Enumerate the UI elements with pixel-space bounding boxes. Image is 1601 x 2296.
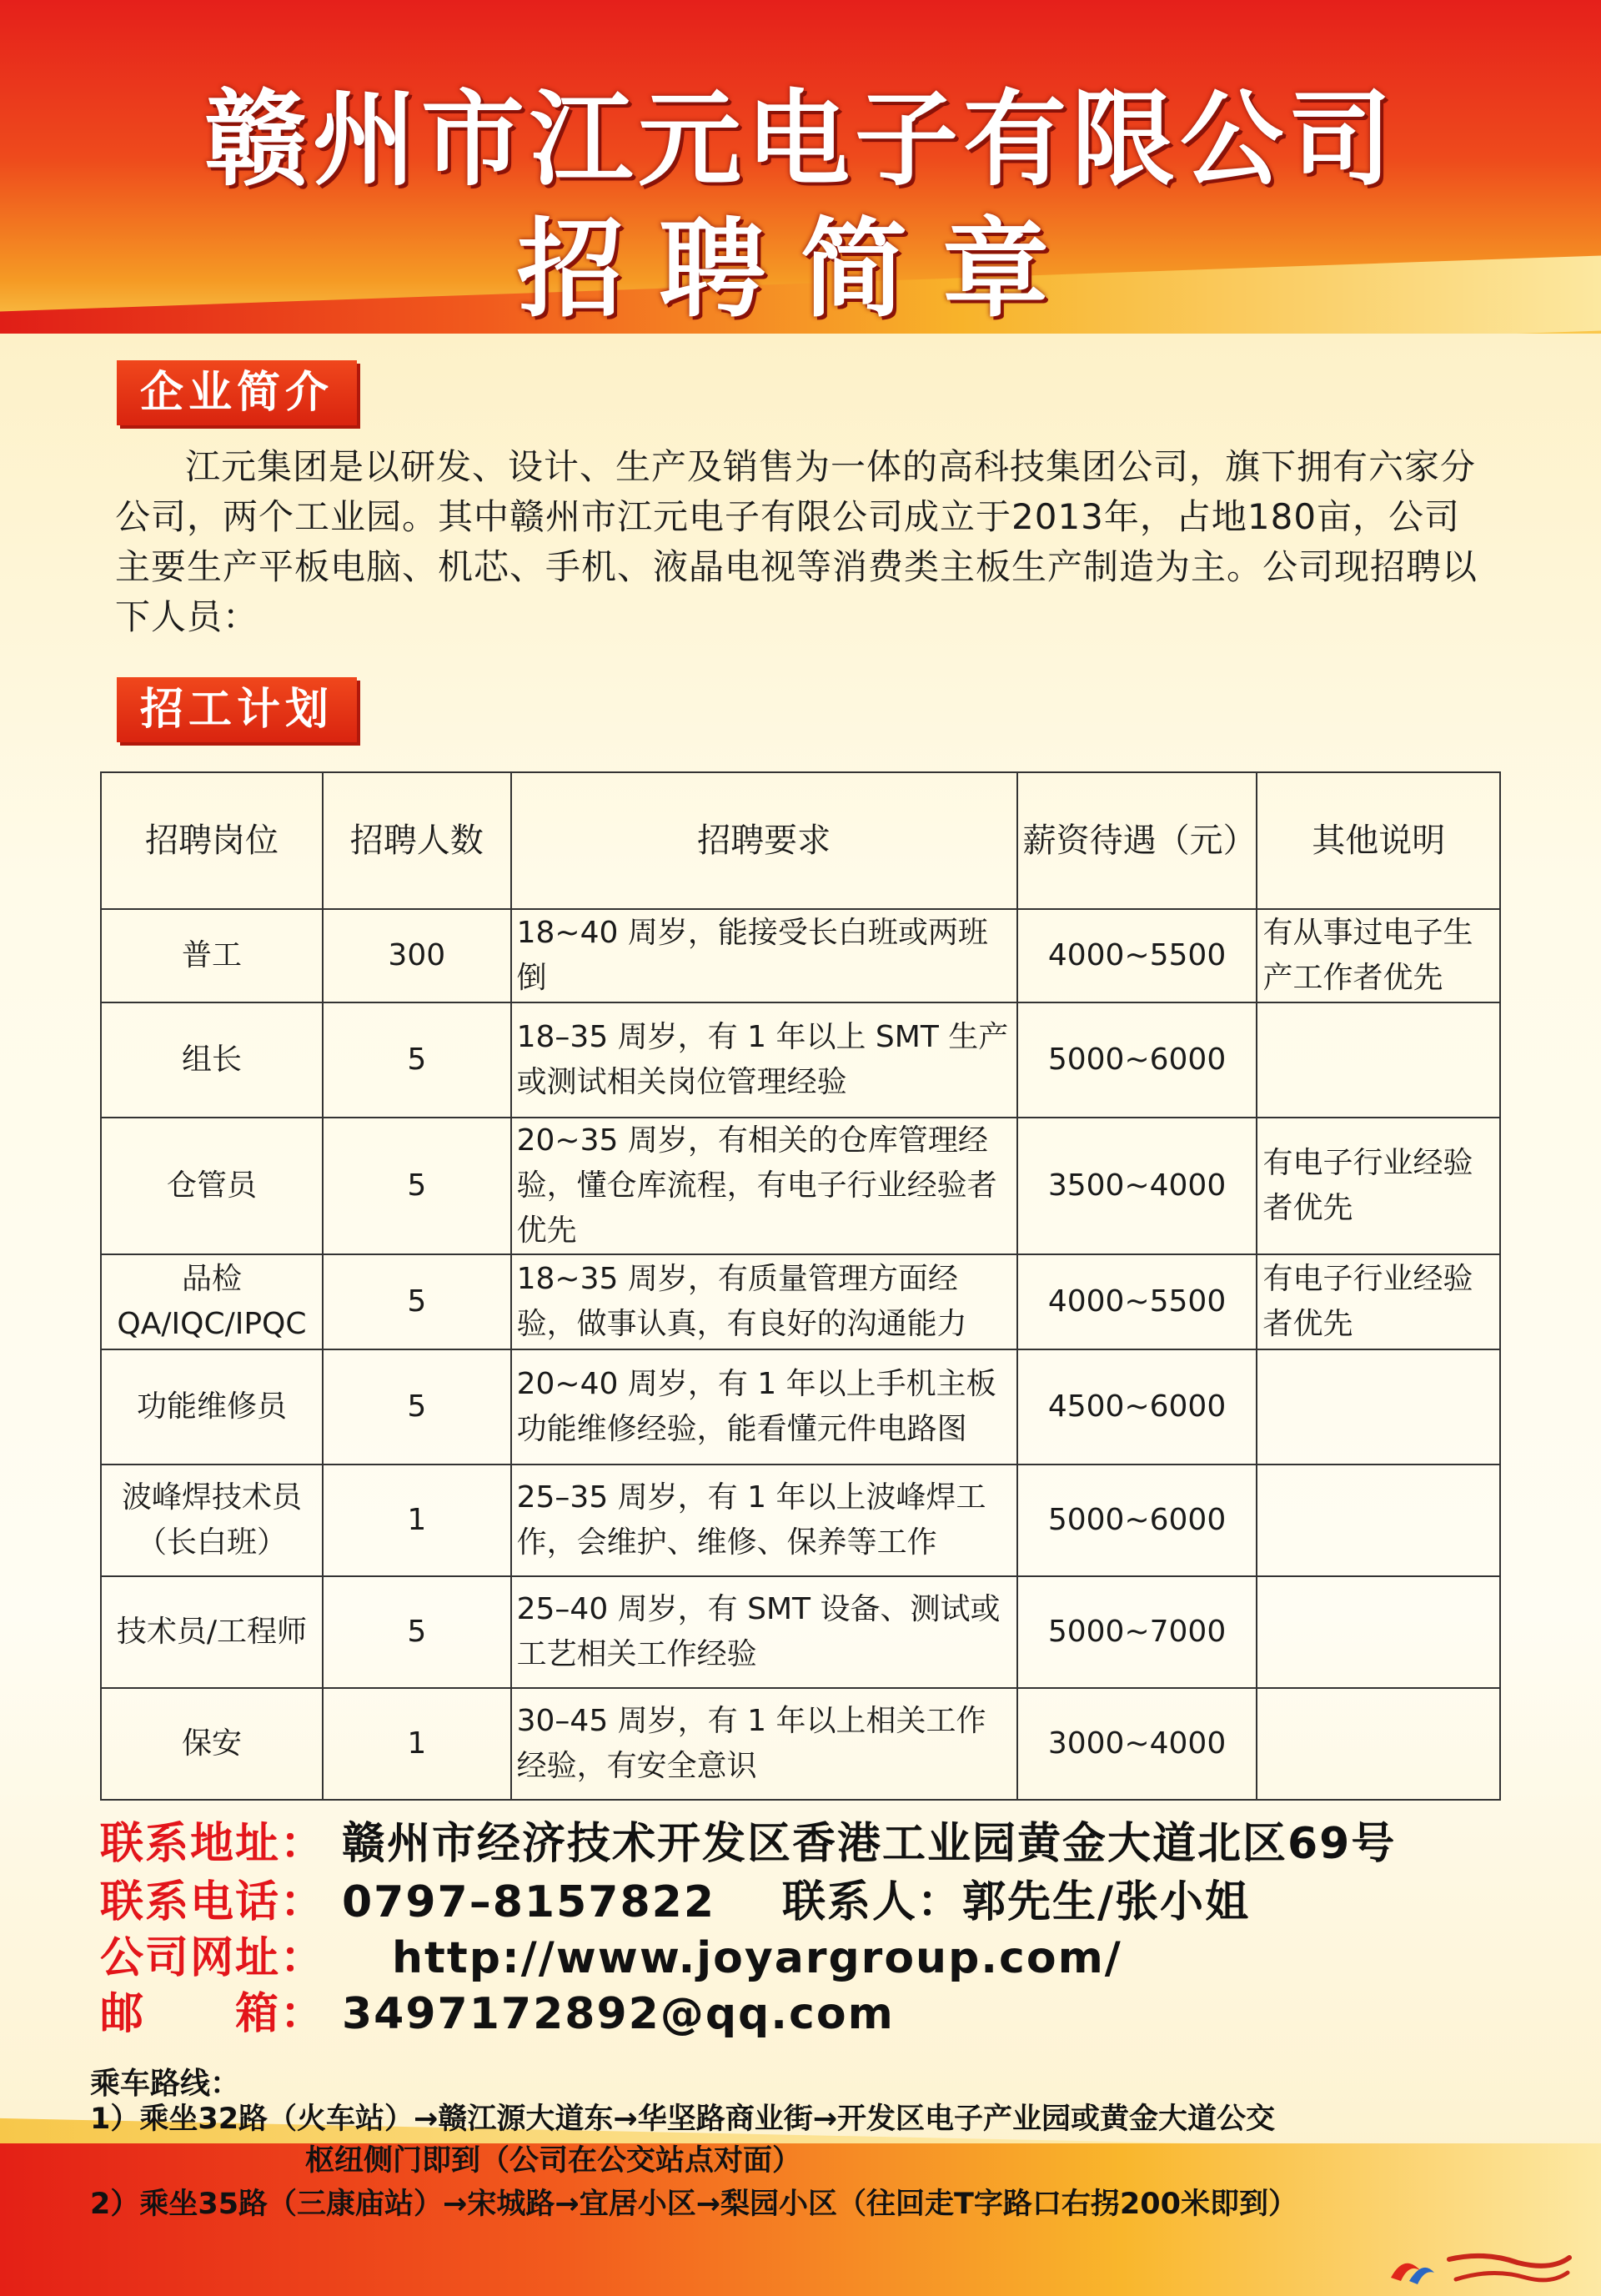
intro-heading: 企业简介 [117,360,357,425]
recruitment-title: 招聘简章 [516,208,1084,332]
cell-note [1257,1688,1500,1800]
plan-heading: 招工计划 [117,677,357,742]
cell-requirement: 18~40 周岁，能接受长白班或两班倒 [511,909,1017,1002]
cell-position: 品检 QA/IQC/IPQC [101,1254,323,1349]
cell-position: 组长 [101,1002,323,1118]
cell-position: 仓管员 [101,1118,323,1254]
cell-salary: 5000~6000 [1017,1465,1257,1576]
phone-value: 0797–8157822 [342,1877,715,1927]
cell-requirement: 18~35 周岁，有质量管理方面经验，做事认真，有良好的沟通能力 [511,1254,1017,1349]
table-row [101,1254,1500,1349]
col-requirement: 招聘要求 [511,772,1017,909]
cell-note [1257,1002,1500,1118]
contact-website [100,1922,1122,1985]
cell-count: 5 [323,1118,511,1254]
cell-count: 5 [323,1349,511,1465]
cell-note [1257,1349,1500,1465]
cell-requirement: 18–35 周岁，有 1 年以上 SMT 生产或测试相关岗位管理经验 [511,1002,1017,1118]
cell-salary: 4500~6000 [1017,1349,1257,1465]
col-note: 其他说明 [1257,772,1500,909]
contact-address [100,1808,1396,1871]
logo-script-2 [1456,2273,1568,2280]
person-label: 联系人： [782,1877,963,1927]
table-row [101,1576,1500,1688]
table-row [101,1465,1500,1576]
cell-salary: 5000~6000 [1017,1002,1257,1118]
logo-script [1449,2256,1569,2266]
cell-position: 技术员/工程师 [101,1576,323,1688]
person-value: 郭先生/张小姐 [962,1877,1251,1927]
cell-salary: 3000~4000 [1017,1688,1257,1800]
cell-count: 5 [323,1002,511,1118]
cell-note: 有电子行业经验者优先 [1257,1254,1500,1349]
route-2: 2）乘坐35路（三康庙站）→宋城路→宜居小区→梨园小区（往回走T字路口右拐200米即到） [90,2188,1297,2221]
table-row [101,1002,1500,1118]
table-header-row [101,772,1500,909]
cell-count: 5 [323,1576,511,1688]
cell-requirement: 25–40 周岁，有 SMT 设备、测试或工艺相关工作经验 [511,1576,1017,1688]
logo-swirl-blue [1409,2268,1434,2284]
cell-note [1257,1465,1500,1576]
col-salary: 薪资待遇（元） [1017,772,1257,909]
table-row [101,1349,1500,1465]
cell-salary: 4000~5500 [1017,1254,1257,1349]
intro-text: 江元集团是以研发、设计、生产及销售为一体的高科技集团公司，旗下拥有六家分公司，两个工业园。其中赣州市江元电子有限公司成立于2013年，占地180亩，公司主要生产平板电脑、机芯、手机、液晶电视等消费类主板生产制造为主。公司现招聘以下人员： [115,446,1478,637]
cell-requirement: 25–35 周岁，有 1 年以上波峰焊工作，会维护、维修、保养等工作 [511,1465,1017,1576]
route-1 [90,2098,1275,2182]
cell-salary: 5000~7000 [1017,1576,1257,1688]
cell-position: 普工 [101,909,323,1002]
cell-requirement: 30–45 周岁，有 1 年以上相关工作经验，有安全意识 [511,1688,1017,1800]
routes-title: 乘车路线： [90,2067,241,2101]
cell-salary: 4000~5500 [1017,909,1257,1002]
cell-position: 保安 [101,1688,323,1800]
address-value: 赣州市经济技术开发区香港工业园黄金大道北区69号 [342,1819,1397,1869]
table-row [101,1688,1500,1800]
contact-email [100,1978,895,2041]
cell-salary: 3500~4000 [1017,1118,1257,1254]
cell-note: 有电子行业经验者优先 [1257,1118,1500,1254]
table-row [101,909,1500,1002]
col-position: 招聘岗位 [101,772,323,909]
route-1-line-2: 枢纽侧门即到（公司在公交站点对面） [305,2144,802,2178]
route-1-line-1: 1）乘坐32路（火车站）→赣江源大道东→华坚路商业街→开发区电子产业园或黄金大道公交 [90,2103,1276,2136]
cell-count: 1 [323,1465,511,1576]
email-value[interactable]: 3497172892@qq.com [342,1989,895,2039]
cell-count: 300 [323,909,511,1002]
cell-requirement: 20~40 周岁，有 1 年以上手机主板功能维修经验，能看懂元件电路图 [511,1349,1017,1465]
cell-count: 1 [323,1688,511,1800]
cell-position: 波峰焊技术员（长白班） [101,1465,323,1576]
cell-note: 有从事过电子生产工作者优先 [1257,909,1500,1002]
company-title: 赣州市江元电子有限公司 [203,80,1397,200]
address-label: 联系地址： [100,1819,326,1869]
website-link[interactable]: http://www.joyargroup.com/ [392,1933,1122,1983]
cell-count: 5 [323,1254,511,1349]
cell-note [1257,1576,1500,1688]
jobs-table [100,771,1501,1801]
col-count: 招聘人数 [323,772,511,909]
corner-logo-icon [1384,2248,1576,2288]
cell-requirement: 20~35 周岁，有相关的仓库管理经验，懂仓库流程，有电子行业经验者优先 [511,1118,1017,1254]
phone-label: 联系电话： [100,1877,326,1927]
website-label: 公司网址： [100,1933,326,1983]
contact-phone [100,1866,1250,1929]
email-label: 邮 箱： [100,1989,326,2039]
table-row [101,1118,1500,1254]
cell-position: 功能维修员 [101,1349,323,1465]
